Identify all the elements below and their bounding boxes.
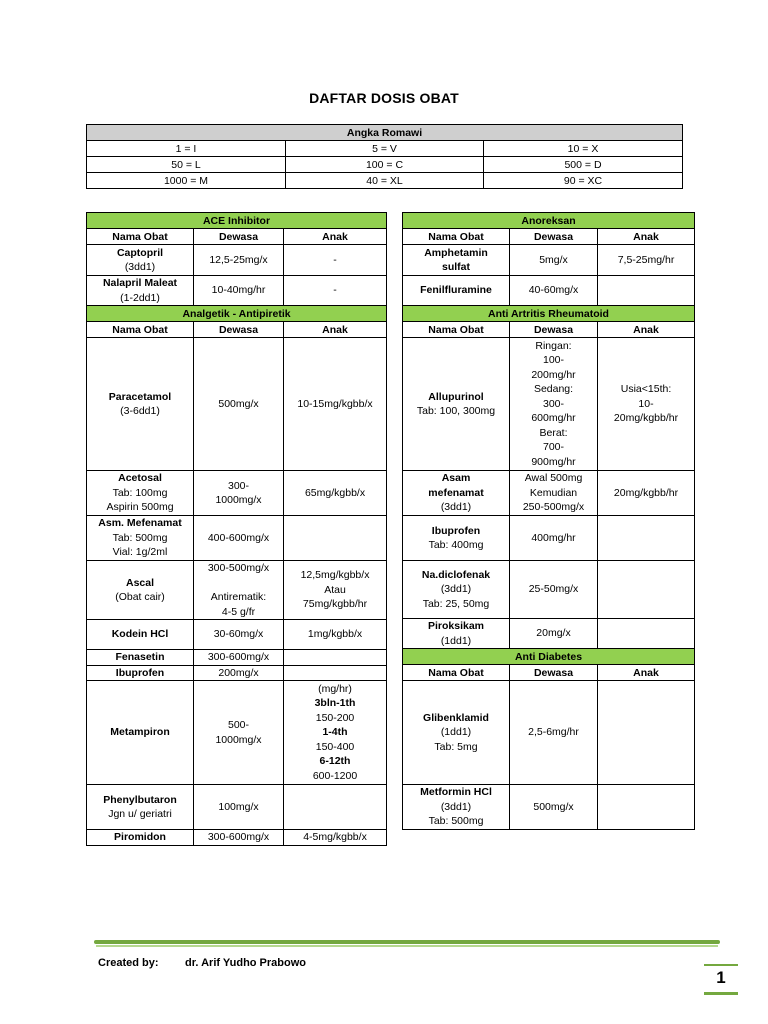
adult-dose-cell: 100mg/x bbox=[194, 785, 284, 830]
roman-cell: 50 = L bbox=[87, 157, 286, 173]
page-number: 1 bbox=[716, 968, 726, 987]
table-row bbox=[87, 561, 387, 620]
drug-name-cell: Captopril (3dd1) bbox=[87, 245, 194, 276]
roman-cell: 10 = X bbox=[484, 141, 683, 157]
roman-row bbox=[87, 141, 683, 157]
drug-name-cell: Piromidon bbox=[87, 830, 194, 846]
drug-name-cell: Ascal (Obat cair) bbox=[87, 561, 194, 620]
column-header-name: Nama Obat bbox=[403, 665, 510, 681]
adult-dose-cell: 300-600mg/x bbox=[194, 650, 284, 666]
table-row bbox=[403, 561, 695, 619]
child-dose-cell bbox=[284, 785, 387, 830]
adult-dose-cell: 400mg/hr bbox=[510, 516, 598, 561]
roman-cell: 500 = D bbox=[484, 157, 683, 173]
footer-rule bbox=[94, 940, 720, 948]
table-row bbox=[403, 276, 695, 306]
child-dose-cell: 1mg/kgbb/x bbox=[284, 620, 387, 650]
section-title-analgetik: Analgetik - Antipiretik bbox=[87, 306, 387, 322]
drug-name-cell: Asm. Mefenamat Tab: 500mg Vial: 1g/2ml bbox=[87, 516, 194, 561]
footer-rule-thick bbox=[94, 940, 720, 944]
roman-cell: 1000 = M bbox=[87, 173, 286, 189]
table-row bbox=[87, 516, 387, 561]
child-dose-cell: 65mg/kgbb/x bbox=[284, 471, 387, 516]
table-row bbox=[87, 471, 387, 516]
page-title: DAFTAR DOSIS OBAT bbox=[309, 90, 459, 106]
adult-dose-cell: 10-40mg/hr bbox=[194, 276, 284, 306]
left-dosage-table bbox=[86, 212, 387, 846]
drug-name-cell: Na.diclofenak (3dd1) Tab: 25, 50mg bbox=[403, 561, 510, 619]
page-number-rule-top bbox=[704, 964, 738, 966]
drug-name-cell: Amphetamin sulfat bbox=[403, 245, 510, 276]
table-row bbox=[403, 619, 695, 649]
drug-name-cell: Ibuprofen bbox=[87, 665, 194, 681]
adult-dose-cell: 300-500mg/x Antirematik: 4-5 g/fr bbox=[194, 561, 284, 620]
child-dose-cell bbox=[598, 561, 695, 619]
child-dose-cell: - bbox=[284, 245, 387, 276]
table-row bbox=[87, 338, 387, 471]
drug-name-cell: Acetosal Tab: 100mg Aspirin 500mg bbox=[87, 471, 194, 516]
adult-dose-cell: 300- 1000mg/x bbox=[194, 471, 284, 516]
drug-name-cell: Kodein HCl bbox=[87, 620, 194, 650]
child-dose-cell: 20mg/kgbb/hr bbox=[598, 471, 695, 516]
section-title-anti-artritis: Anti Artritis Rheumatoid bbox=[403, 306, 695, 322]
child-dose-cell: 7,5-25mg/hr bbox=[598, 245, 695, 276]
table-row bbox=[403, 785, 695, 830]
child-dose-cell bbox=[598, 276, 695, 306]
column-header-name: Nama Obat bbox=[87, 322, 194, 338]
drug-name-cell: Asam mefenamat (3dd1) bbox=[403, 471, 510, 516]
section-title-anti-diabetes: Anti Diabetes bbox=[403, 649, 695, 665]
roman-cell: 100 = C bbox=[286, 157, 484, 173]
child-dose-cell bbox=[598, 619, 695, 649]
adult-dose-cell: 500mg/x bbox=[194, 338, 284, 471]
child-dose-cell bbox=[598, 785, 695, 830]
roman-numeral-table bbox=[86, 124, 683, 189]
drug-name-cell: Metampiron bbox=[87, 681, 194, 785]
column-header-adult: Dewasa bbox=[510, 229, 598, 245]
created-by-label: Created by: bbox=[98, 957, 159, 969]
adult-dose-cell: 2,5-6mg/hr bbox=[510, 681, 598, 785]
table-row bbox=[87, 650, 387, 666]
table-row bbox=[87, 785, 387, 830]
drug-name-cell: Metformin HCl (3dd1) Tab: 500mg bbox=[403, 785, 510, 830]
child-dose-cell bbox=[598, 681, 695, 785]
roman-cell: 5 = V bbox=[286, 141, 484, 157]
page-number-rule-bottom bbox=[704, 992, 738, 995]
child-dose-cell: (mg/hr) 3bln-1th 150-200 1-4th 150-400 6-12th 600-1200 bbox=[284, 681, 387, 785]
child-dose-cell bbox=[284, 516, 387, 561]
column-header-name: Nama Obat bbox=[403, 322, 510, 338]
column-header-adult: Dewasa bbox=[194, 322, 284, 338]
roman-row bbox=[87, 157, 683, 173]
roman-row bbox=[87, 173, 683, 189]
adult-dose-cell: 500- 1000mg/x bbox=[194, 681, 284, 785]
table-row bbox=[87, 620, 387, 650]
column-header-adult: Dewasa bbox=[510, 322, 598, 338]
table-row bbox=[403, 681, 695, 785]
column-header-child: Anak bbox=[598, 229, 695, 245]
section-title-ace-inhibitor: ACE Inhibitor bbox=[87, 213, 387, 229]
adult-dose-cell: 500mg/x bbox=[510, 785, 598, 830]
roman-cell: 90 = XC bbox=[484, 173, 683, 189]
child-dose-cell: - bbox=[284, 276, 387, 306]
drug-name-cell: Piroksikam (1dd1) bbox=[403, 619, 510, 649]
drug-name-cell: Paracetamol (3-6dd1) bbox=[87, 338, 194, 471]
drug-name-cell: Nalapril Maleat (1-2dd1) bbox=[87, 276, 194, 306]
drug-name-cell: Ibuprofen Tab: 400mg bbox=[403, 516, 510, 561]
child-dose-cell bbox=[284, 650, 387, 666]
adult-dose-cell: 300-600mg/x bbox=[194, 830, 284, 846]
adult-dose-cell: 400-600mg/x bbox=[194, 516, 284, 561]
adult-dose-cell: 20mg/x bbox=[510, 619, 598, 649]
page-number-box bbox=[704, 964, 738, 996]
adult-dose-cell: 30-60mg/x bbox=[194, 620, 284, 650]
column-header-name: Nama Obat bbox=[403, 229, 510, 245]
drug-name-cell: Fenilfluramine bbox=[403, 276, 510, 306]
drug-name-cell: Glibenklamid (1dd1) Tab: 5mg bbox=[403, 681, 510, 785]
column-header-child: Anak bbox=[598, 322, 695, 338]
adult-dose-cell: 5mg/x bbox=[510, 245, 598, 276]
column-header-child: Anak bbox=[598, 665, 695, 681]
table-row bbox=[403, 245, 695, 276]
drug-name-cell: Allupurinol Tab: 100, 300mg bbox=[403, 338, 510, 471]
section-title-anoreksan: Anoreksan bbox=[403, 213, 695, 229]
adult-dose-cell: 12,5-25mg/x bbox=[194, 245, 284, 276]
table-row bbox=[87, 276, 387, 306]
table-row bbox=[87, 681, 387, 785]
child-dose-cell: 4-5mg/kgbb/x bbox=[284, 830, 387, 846]
roman-cell: 1 = I bbox=[87, 141, 286, 157]
adult-dose-cell: 25-50mg/x bbox=[510, 561, 598, 619]
column-header-adult: Dewasa bbox=[510, 665, 598, 681]
table-row bbox=[403, 516, 695, 561]
footer-rule-thin bbox=[96, 945, 718, 947]
table-row bbox=[87, 665, 387, 681]
adult-dose-cell: Awal 500mg Kemudian 250-500mg/x bbox=[510, 471, 598, 516]
child-dose-cell: Usia<15th: 10- 20mg/kgbb/hr bbox=[598, 338, 695, 471]
column-header-adult: Dewasa bbox=[194, 229, 284, 245]
child-dose-cell bbox=[598, 516, 695, 561]
author-name: dr. Arif Yudho Prabowo bbox=[185, 957, 307, 969]
column-header-child: Anak bbox=[284, 322, 387, 338]
column-header-child: Anak bbox=[284, 229, 387, 245]
roman-cell: 40 = XL bbox=[286, 173, 484, 189]
drug-name-cell: Fenasetin bbox=[87, 650, 194, 666]
adult-dose-cell: Ringan: 100- 200mg/hr Sedang: 300- 600mg/hr Berat: 700- 900mg/hr bbox=[510, 338, 598, 471]
child-dose-cell bbox=[284, 665, 387, 681]
child-dose-cell: 10-15mg/kgbb/x bbox=[284, 338, 387, 471]
table-row bbox=[87, 830, 387, 846]
table-row bbox=[87, 245, 387, 276]
child-dose-cell: 12,5mg/kgbb/x Atau 75mg/kgbb/hr bbox=[284, 561, 387, 620]
table-row bbox=[403, 338, 695, 471]
roman-header: Angka Romawi bbox=[87, 125, 683, 141]
table-row bbox=[403, 471, 695, 516]
adult-dose-cell: 40-60mg/x bbox=[510, 276, 598, 306]
right-dosage-table bbox=[402, 212, 695, 830]
drug-name-cell: Phenylbutaron Jgn u/ geriatri bbox=[87, 785, 194, 830]
column-header-name: Nama Obat bbox=[87, 229, 194, 245]
adult-dose-cell: 200mg/x bbox=[194, 665, 284, 681]
